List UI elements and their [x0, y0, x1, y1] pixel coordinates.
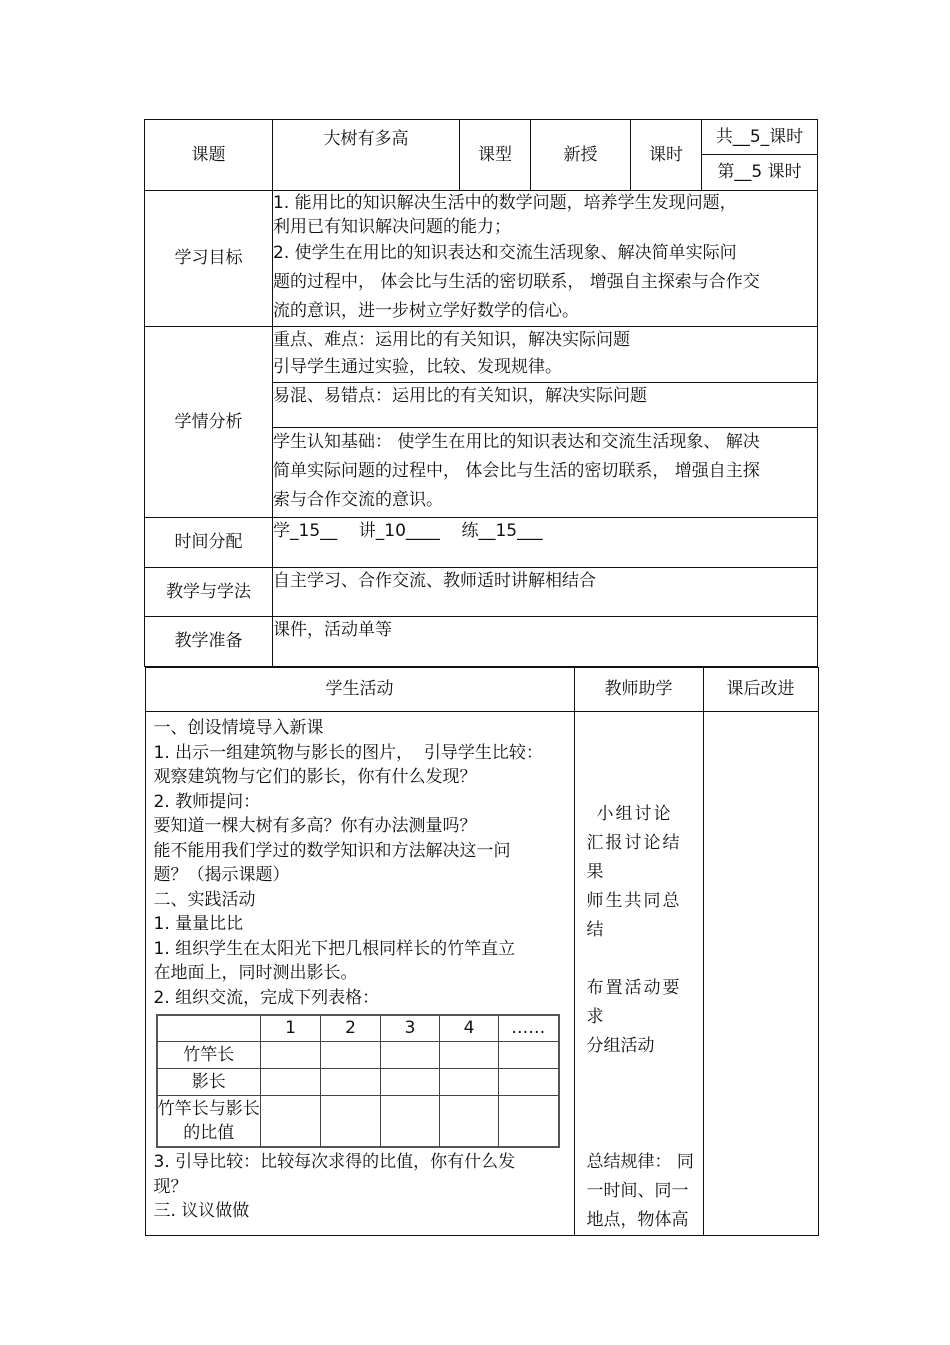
basis-line: 简单实际问题的过程中， 体会比与生活的密切联系， 增强自主探 [273, 461, 760, 481]
method-value: 自主学习、合作交流、教师适时讲解相结合 [273, 568, 818, 617]
activity-line: 1. 出示一组建筑物与影长的图片， 引导学生比较： [153, 742, 543, 763]
topic-label: 课题 [145, 120, 273, 191]
table-cell[interactable] [261, 1068, 321, 1095]
activity-section [145, 667, 818, 1237]
table-cell[interactable] [440, 1041, 499, 1068]
analysis-label: 学情分析 [145, 327, 273, 518]
teacher-line: 分组活动 [586, 1036, 655, 1056]
table-cell[interactable] [499, 1068, 559, 1095]
method-label: 教学与学法 [145, 568, 273, 617]
activity-line: 三. 议议做做 [153, 1201, 250, 1221]
activity-line: 3. 引导比较：比较每次求得的比值，你有什么发 [153, 1152, 516, 1172]
table-header-cell [157, 1015, 261, 1041]
activity-line: 题？（揭示课题） [153, 865, 290, 885]
objectives-label: 学习目标 [145, 191, 273, 327]
row-label: 影长 [157, 1068, 261, 1095]
activity-line: 现？ [153, 1176, 188, 1197]
table-header-cell: 3 [381, 1015, 440, 1041]
teacher-help-header: 教师助学 [574, 668, 703, 712]
table-cell[interactable] [440, 1068, 499, 1095]
period-total: 共__5_课时 [702, 120, 818, 155]
activity-line: 要知道一棵大树有多高？你有办法测量吗？ [153, 816, 477, 836]
table-cell[interactable] [261, 1041, 321, 1068]
table-header-cell: 4 [440, 1015, 499, 1041]
teacher-line: 地点，物体高 [586, 1210, 689, 1230]
basis-line: 索与合作交流的意识。 [273, 490, 443, 510]
key-points-line: 重点、难点：运用比的有关知识，解决实际问题 [273, 330, 630, 350]
row-label: 竹竿长 [157, 1041, 261, 1068]
objective-line: 题的过程中， 体会比与生活的密切联系， 增强自主探索与合作交 [273, 272, 760, 292]
prep-label: 教学准备 [145, 617, 273, 667]
type-value: 新授 [531, 120, 631, 191]
after-class-cell [703, 712, 818, 1236]
student-activity-header: 学生活动 [145, 668, 574, 712]
teacher-line: 果 [586, 862, 606, 882]
student-activity-cell [145, 712, 574, 1236]
objective-line: 流的意识，进一步树立学好数学的信心。 [273, 301, 579, 321]
table-cell[interactable] [440, 1095, 499, 1147]
teacher-line: 布置活动要 [586, 978, 682, 998]
activity-line: 1. 量量比比 [153, 914, 244, 934]
teacher-line: 总结规律： 同 [586, 1152, 694, 1172]
objective-line: 利用已有知识解决问题的能力； [273, 217, 511, 237]
table-cell[interactable] [261, 1095, 321, 1147]
time-label: 时间分配 [145, 518, 273, 568]
table-header-cell: 1 [261, 1015, 321, 1041]
table-cell[interactable] [321, 1041, 381, 1068]
table-cell[interactable] [499, 1041, 559, 1068]
activity-line: 1. 组织学生在太阳光下把几根同样长的竹竿直立 [153, 938, 516, 959]
measurement-table [156, 1014, 560, 1148]
teacher-line: 结 [586, 920, 606, 940]
table-header-cell: …… [499, 1015, 559, 1041]
teacher-line: 汇报讨论结 [586, 833, 682, 853]
teacher-help-cell [574, 712, 703, 1236]
table-cell[interactable] [321, 1068, 381, 1095]
activity-line: 2. 教师提问： [153, 791, 261, 812]
teacher-line: 一时间、同一 [586, 1181, 689, 1201]
table-cell[interactable] [499, 1095, 559, 1147]
student-activity-content [146, 712, 574, 1224]
activity-line: 能不能用我们学过的数学知识和方法解决这一问 [153, 840, 511, 861]
key-points-line: 引导学生通过实验，比较、发现规律。 [273, 357, 562, 377]
objective-line: 2. 使学生在用比的知识表达和交流生活现象、解决简单实际问 [273, 243, 737, 263]
teacher-line: 小组讨论 [596, 804, 673, 824]
activity-line: 2. 组织交流，完成下列表格： [153, 987, 380, 1008]
table-cell[interactable] [381, 1068, 440, 1095]
period-current: 第__5 课时 [702, 155, 818, 191]
confusing-points: 易混、易错点：运用比的有关知识，解决实际问题 [273, 383, 818, 428]
activity-line: 观察建筑物与它们的影长，你有什么发现？ [153, 767, 477, 787]
time-value: 学_15__ 讲_10____ 练__15___ [273, 518, 818, 568]
key-points [273, 327, 818, 383]
lesson-plan-table [144, 119, 818, 1236]
prep-value: 课件，活动单等 [273, 617, 818, 667]
activity-line: 在地面上，同时测出影长。 [153, 963, 358, 983]
objectives-content [273, 191, 818, 327]
teacher-line: 求 [586, 1007, 606, 1027]
teacher-help-content [575, 712, 703, 1235]
table-header-cell: 2 [321, 1015, 381, 1041]
after-class-header: 课后改进 [703, 668, 818, 712]
activity-line: 一、创设情境导入新课 [153, 718, 324, 738]
cognitive-basis [273, 428, 818, 518]
activity-line: 二、实践活动 [153, 889, 256, 910]
topic-value: 大树有多高 [273, 120, 460, 191]
basis-line: 学生认知基础： 使学生在用比的知识表达和交流生活现象、 解决 [273, 432, 760, 452]
period-label: 课时 [631, 120, 702, 191]
table-cell[interactable] [381, 1095, 440, 1147]
table-cell[interactable] [321, 1095, 381, 1147]
type-label: 课型 [460, 120, 531, 191]
row-label: 竹竿长与影长的比值 [157, 1095, 261, 1147]
objective-line: 1. 能用比的知识解决生活中的数学问题，培养学生发现问题， [273, 193, 737, 213]
table-cell[interactable] [381, 1041, 440, 1068]
teacher-line: 师生共同总 [586, 891, 682, 911]
